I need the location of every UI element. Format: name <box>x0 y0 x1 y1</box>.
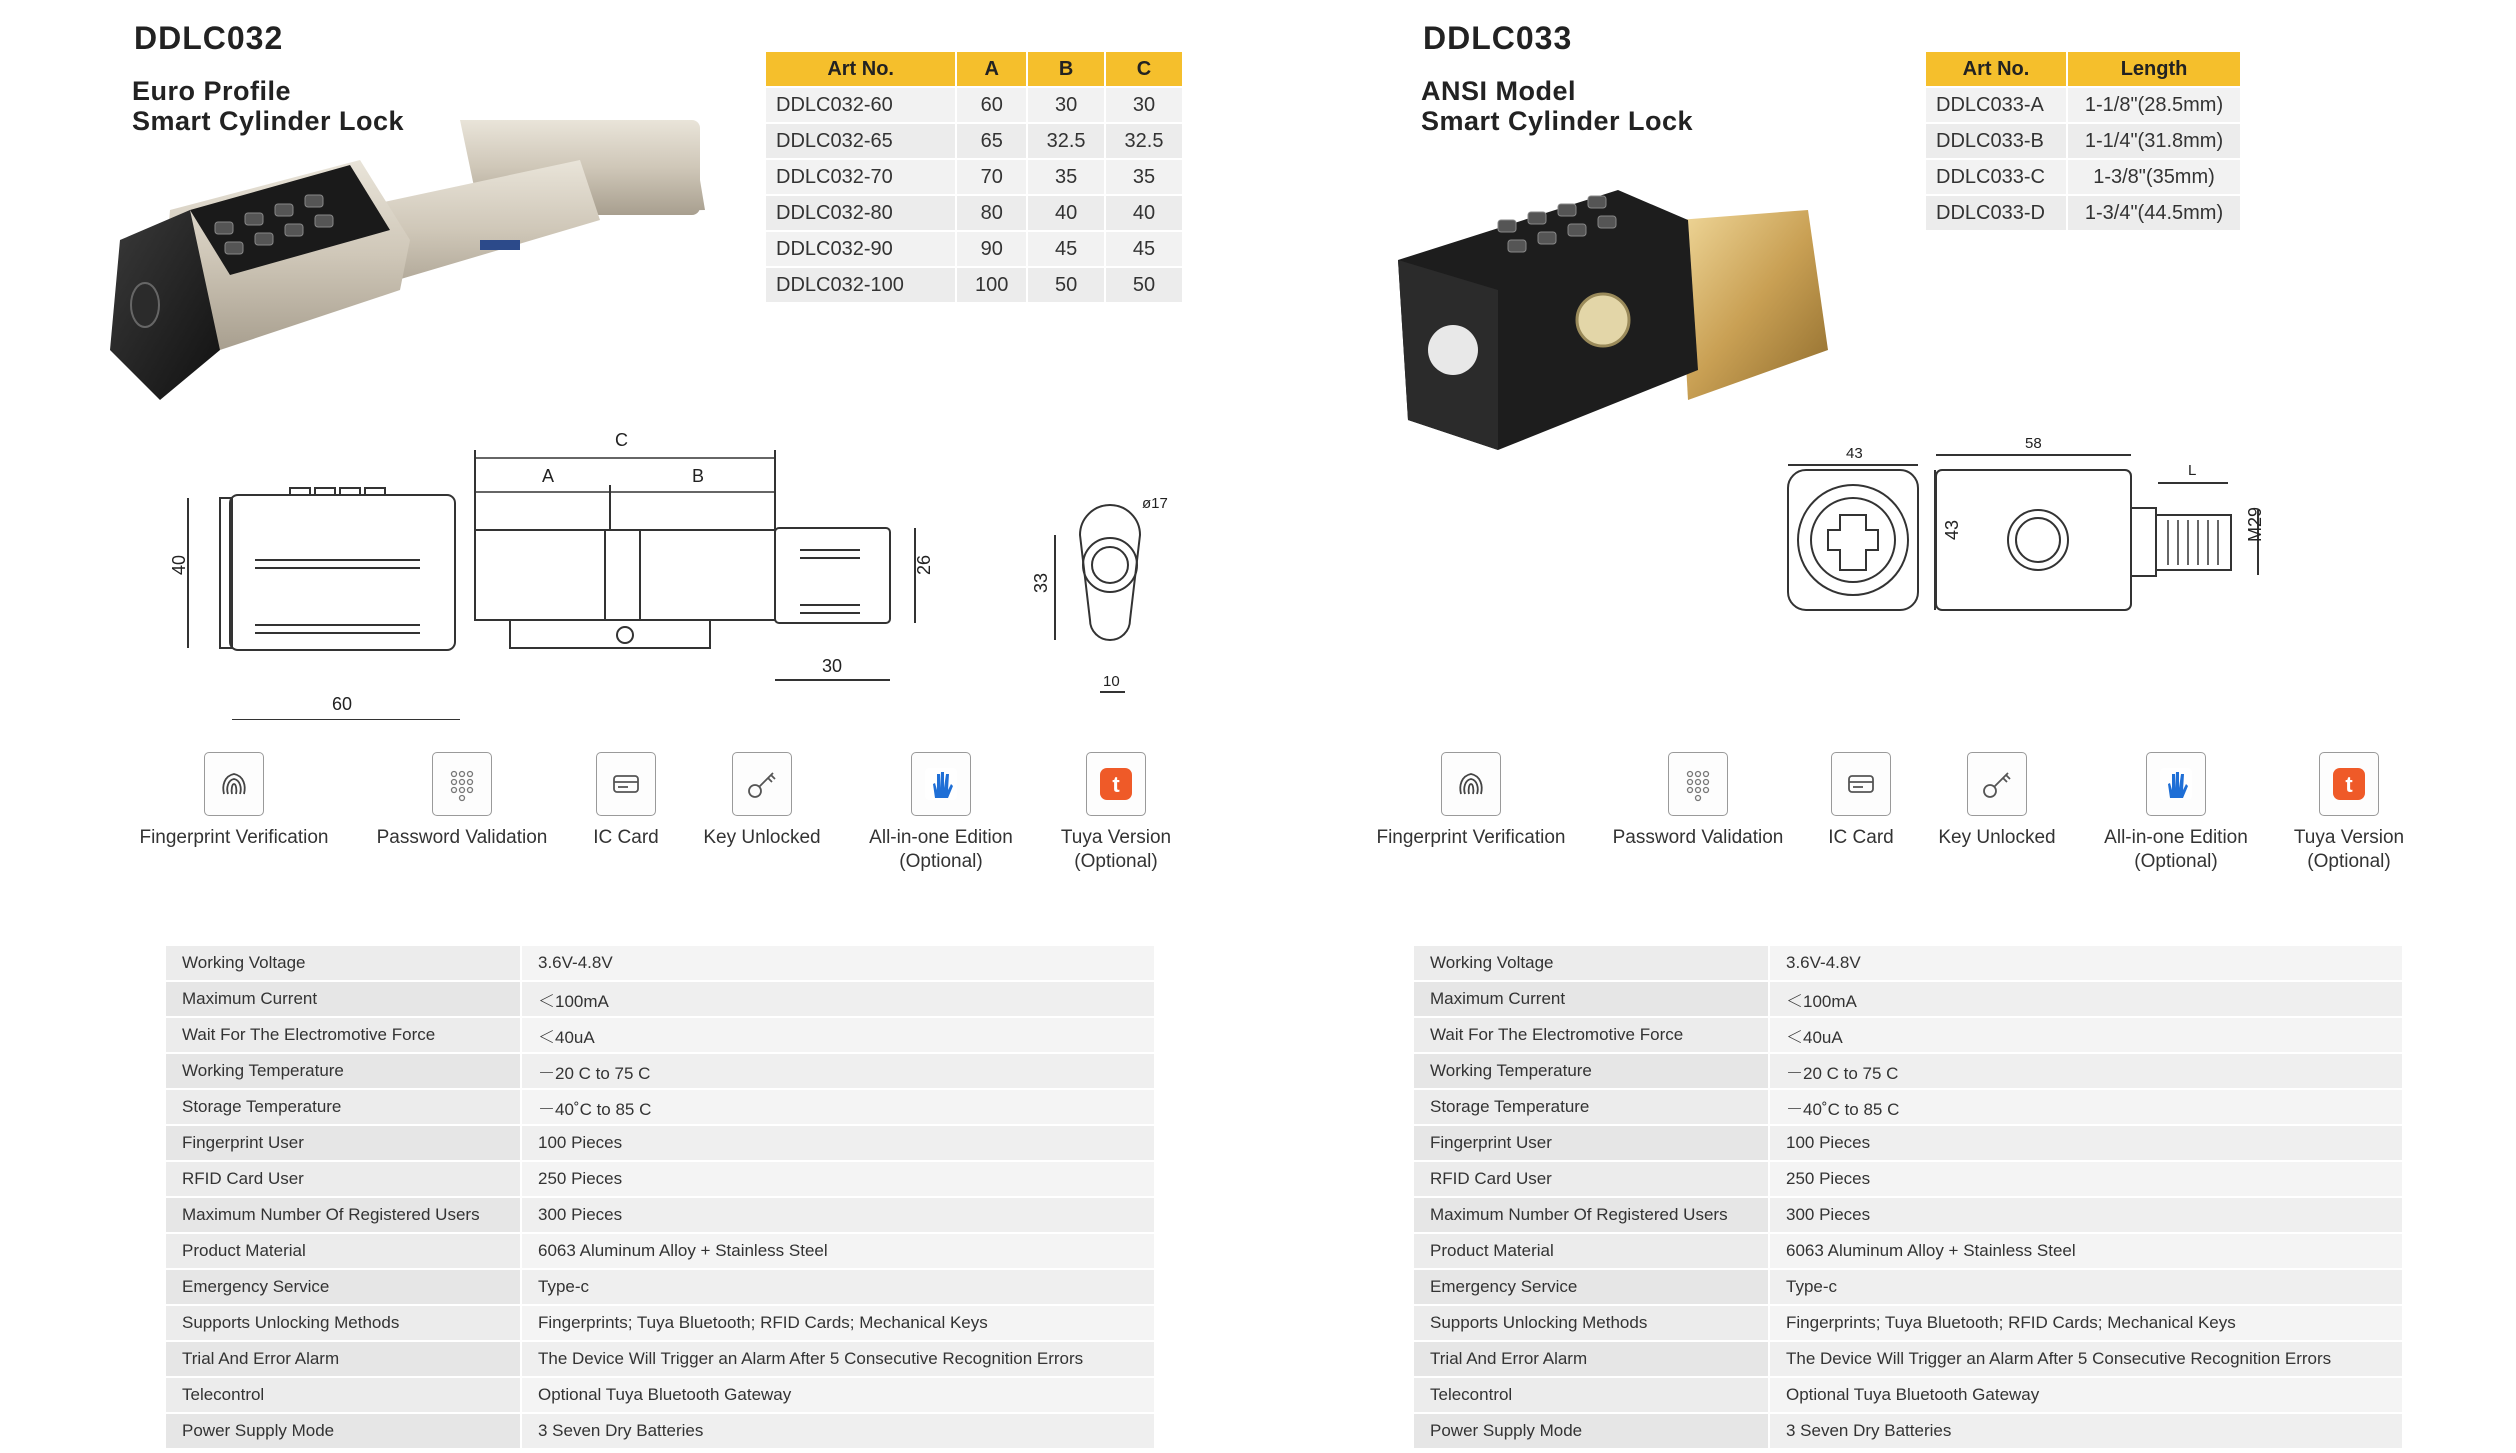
spec-label: Product Material <box>166 1233 521 1269</box>
spec-label: RFID Card User <box>1414 1161 1769 1197</box>
spec-label: Working Voltage <box>166 946 521 981</box>
spec-label: Supports Unlocking Methods <box>1414 1305 1769 1341</box>
art-table-row <box>1926 123 2241 159</box>
art-table-cell: DDLC032-80 <box>766 195 956 231</box>
spec-label: Maximum Number Of Registered Users <box>166 1197 521 1233</box>
dim-l: L <box>2188 462 2197 479</box>
spec-label: Storage Temperature <box>166 1089 521 1125</box>
spec-row <box>166 1341 1154 1377</box>
spec-label: Emergency Service <box>166 1269 521 1305</box>
feature-label: IC Card <box>593 827 659 848</box>
art-table-row <box>1926 159 2241 195</box>
spec-value: Fingerprints; Tuya Bluetooth; RFID Cards; Mechanical Keys <box>521 1305 1154 1341</box>
spec-row <box>166 1233 1154 1269</box>
art-table-row <box>766 267 1183 302</box>
spec-row <box>1414 1341 2402 1377</box>
spec-row <box>166 1089 1154 1125</box>
art-table-cell: 1-1/4"(31.8mm) <box>2067 123 2241 159</box>
spec-label: RFID Card User <box>166 1161 521 1197</box>
art-table-cell: 30 <box>1105 87 1183 123</box>
art-table-cell: 32.5 <box>1105 123 1183 159</box>
spec-row <box>166 1053 1154 1089</box>
ansi-lock-product-image <box>1388 170 1828 460</box>
feature-label: Password Validation <box>1612 827 1784 848</box>
dim-26: 26 <box>914 554 934 575</box>
fingerprint-icon <box>1441 752 1501 816</box>
art-table-header: Art No. <box>766 52 956 87</box>
art-table-cell: 90 <box>956 231 1027 267</box>
card-icon <box>1831 752 1891 816</box>
spec-label: Emergency Service <box>1414 1269 1769 1305</box>
tuya-icon <box>2319 752 2379 816</box>
spec-row <box>1414 1305 2402 1341</box>
key-icon <box>732 752 792 816</box>
spec-table <box>1414 946 2402 1450</box>
dim-b: B <box>692 466 705 486</box>
feature-label: Fingerprint Verification <box>139 827 329 848</box>
spec-label: Trial And Error Alarm <box>166 1341 521 1377</box>
feature-label: Key Unlocked <box>1938 827 2056 848</box>
art-table-cell: 50 <box>1027 267 1105 302</box>
spec-value: 100 Pieces <box>1769 1125 2402 1161</box>
feature-label: Fingerprint Verification <box>1376 827 1566 848</box>
art-table-cell: 32.5 <box>1027 123 1105 159</box>
product-code: DDLC032 <box>134 20 284 56</box>
dim-30: 30 <box>822 656 843 676</box>
svg-text:t: t <box>1112 772 1120 797</box>
spec-value: 300 Pieces <box>1769 1197 2402 1233</box>
spec-value: －20 C to 75 C <box>521 1053 1154 1089</box>
subtitle-line-2: Smart Cylinder Lock <box>132 106 405 136</box>
spec-row <box>1414 1413 2402 1449</box>
art-table-cell: 40 <box>1105 195 1183 231</box>
spec-value: ＜40uA <box>1769 1017 2402 1053</box>
spec-value: －20 C to 75 C <box>1769 1053 2402 1089</box>
feature-item <box>124 752 344 850</box>
spec-label: Fingerprint User <box>1414 1125 1769 1161</box>
spec-row <box>1414 1233 2402 1269</box>
art-table-cell: 30 <box>1027 87 1105 123</box>
product-code: DDLC033 <box>1423 20 1573 56</box>
spec-value: 3 Seven Dry Batteries <box>521 1413 1154 1449</box>
product-subtitle <box>1421 76 1693 136</box>
art-table-cell: 1-3/4"(44.5mm) <box>2067 195 2241 230</box>
spec-label: Fingerprint User <box>166 1125 521 1161</box>
spec-row <box>166 1017 1154 1053</box>
art-table-cell: 35 <box>1105 159 1183 195</box>
spec-row <box>1414 1161 2402 1197</box>
spec-value: 300 Pieces <box>521 1197 1154 1233</box>
feature-label: All-in-one Edition <box>869 827 1013 848</box>
spec-label: Wait For The Electromotive Force <box>166 1017 521 1053</box>
spec-value: 250 Pieces <box>1769 1161 2402 1197</box>
dim-43-height: 43 <box>1942 519 1962 540</box>
spec-table <box>166 946 1154 1450</box>
key-icon <box>1967 752 2027 816</box>
art-table-cell: 70 <box>956 159 1027 195</box>
art-table-cell: DDLC033-D <box>1926 195 2067 230</box>
spec-value: 250 Pieces <box>521 1161 1154 1197</box>
art-table-header: Length <box>2067 52 2241 87</box>
spec-value: －40˚C to 85 C <box>521 1089 1154 1125</box>
spec-value: ＜100mA <box>521 981 1154 1017</box>
art-table-cell: DDLC032-90 <box>766 231 956 267</box>
art-table-cell: 80 <box>956 195 1027 231</box>
art-table-row <box>1926 87 2241 123</box>
art-table-cell: 50 <box>1105 267 1183 302</box>
dim-40: 40 <box>169 554 189 575</box>
spec-value: 100 Pieces <box>521 1125 1154 1161</box>
spec-row <box>1414 1089 2402 1125</box>
spec-label: Maximum Current <box>1414 981 1769 1017</box>
art-table-cell: DDLC033-B <box>1926 123 2067 159</box>
spec-row <box>1414 1269 2402 1305</box>
spec-row <box>166 1305 1154 1341</box>
art-table-row <box>766 195 1183 231</box>
art-table-cell: 60 <box>956 87 1027 123</box>
spec-row <box>1414 1377 2402 1413</box>
spec-value: The Device Will Trigger an Alarm After 5 Consecutive Recognition Errors <box>1769 1341 2402 1377</box>
art-table-header: C <box>1105 52 1183 87</box>
hand-icon <box>2146 752 2206 816</box>
spec-row <box>166 1197 1154 1233</box>
spec-value: －40˚C to 85 C <box>1769 1089 2402 1125</box>
dim-d17: ø17 <box>1142 495 1168 512</box>
spec-label: Maximum Current <box>166 981 521 1017</box>
ansi-lock-dimension-drawing <box>1778 420 2478 660</box>
spec-value: 6063 Aluminum Alloy + Stainless Steel <box>521 1233 1154 1269</box>
spec-value: ＜100mA <box>1769 981 2402 1017</box>
dim-33: 33 <box>1031 572 1051 593</box>
art-table-row <box>766 159 1183 195</box>
art-table-cell: DDLC032-100 <box>766 267 956 302</box>
spec-row <box>1414 981 2402 1017</box>
dim-43-width: 43 <box>1846 445 1863 462</box>
feature-item <box>1361 752 1581 850</box>
art-table-header: Art No. <box>1926 52 2067 87</box>
spec-value: Type-c <box>521 1269 1154 1305</box>
feature-item <box>1006 752 1226 874</box>
art-number-table <box>766 52 1184 302</box>
art-table-row <box>766 231 1183 267</box>
spec-label: Wait For The Electromotive Force <box>1414 1017 1769 1053</box>
subtitle-line-1: Euro Profile <box>132 76 292 106</box>
dim-58: 58 <box>2025 435 2042 452</box>
spec-label: Telecontrol <box>166 1377 521 1413</box>
art-table-header: A <box>956 52 1027 87</box>
feature-label: Key Unlocked <box>703 827 821 848</box>
spec-label: Supports Unlocking Methods <box>166 1305 521 1341</box>
keypad-icon <box>432 752 492 816</box>
spec-value: Optional Tuya Bluetooth Gateway <box>1769 1377 2402 1413</box>
art-table-cell: DDLC033-A <box>1926 87 2067 123</box>
spec-label: Power Supply Mode <box>166 1413 521 1449</box>
spec-value: 3.6V-4.8V <box>1769 946 2402 981</box>
feature-label: Password Validation <box>376 827 548 848</box>
art-table-cell: DDLC033-C <box>1926 159 2067 195</box>
dim-60: 60 <box>332 694 353 714</box>
spec-value: 3.6V-4.8V <box>521 946 1154 981</box>
dim-10: 10 <box>1103 673 1120 690</box>
spec-value: The Device Will Trigger an Alarm After 5 Consecutive Recognition Errors <box>521 1341 1154 1377</box>
feature-label: IC Card <box>1828 827 1894 848</box>
svg-text:t: t <box>2345 772 2353 797</box>
spec-label: Storage Temperature <box>1414 1089 1769 1125</box>
spec-label: Working Temperature <box>166 1053 521 1089</box>
spec-label: Power Supply Mode <box>1414 1413 1769 1449</box>
spec-label: Working Voltage <box>1414 946 1769 981</box>
spec-label: Telecontrol <box>1414 1377 1769 1413</box>
spec-value: ＜40uA <box>521 1017 1154 1053</box>
spec-row <box>1414 1053 2402 1089</box>
art-table-row <box>766 87 1183 123</box>
spec-value: 6063 Aluminum Alloy + Stainless Steel <box>1769 1233 2402 1269</box>
dim-c: C <box>615 430 628 450</box>
spec-row <box>1414 1017 2402 1053</box>
euro-lock-product-image <box>100 100 720 410</box>
art-table-cell: DDLC032-65 <box>766 123 956 159</box>
feature-label: Tuya Version <box>2293 827 2405 848</box>
art-table-cell: 45 <box>1105 231 1183 267</box>
spec-value: Fingerprints; Tuya Bluetooth; RFID Cards; Mechanical Keys <box>1769 1305 2402 1341</box>
feature-sublabel: (Optional) <box>2307 851 2391 872</box>
feature-label: Tuya Version <box>1060 827 1172 848</box>
subtitle-line-1: ANSI Model <box>1421 76 1577 106</box>
spec-row <box>166 1161 1154 1197</box>
art-table-header: B <box>1027 52 1105 87</box>
right-panel <box>1258 0 2516 1453</box>
card-icon <box>596 752 656 816</box>
spec-value: 3 Seven Dry Batteries <box>1769 1413 2402 1449</box>
spec-row <box>166 1413 1154 1449</box>
feature-sublabel: (Optional) <box>899 851 983 872</box>
art-table-cell: 40 <box>1027 195 1105 231</box>
spec-label: Trial And Error Alarm <box>1414 1341 1769 1377</box>
spec-label: Maximum Number Of Registered Users <box>1414 1197 1769 1233</box>
spec-label: Product Material <box>1414 1233 1769 1269</box>
spec-row <box>166 1125 1154 1161</box>
tuya-icon <box>1086 752 1146 816</box>
keypad-icon <box>1668 752 1728 816</box>
dim-m29: M29 <box>2245 506 2265 542</box>
spec-row <box>166 1377 1154 1413</box>
hand-icon <box>911 752 971 816</box>
art-table-cell: 35 <box>1027 159 1105 195</box>
art-table-cell: DDLC032-60 <box>766 87 956 123</box>
spec-value: Optional Tuya Bluetooth Gateway <box>521 1377 1154 1413</box>
feature-sublabel: (Optional) <box>1074 851 1158 872</box>
spec-value: Type-c <box>1769 1269 2402 1305</box>
art-table-cell: 1-1/8"(28.5mm) <box>2067 87 2241 123</box>
euro-lock-dimension-drawing <box>160 410 1210 720</box>
art-table-cell: 45 <box>1027 231 1105 267</box>
art-table-row <box>766 123 1183 159</box>
dim-a: A <box>542 466 555 486</box>
spec-row <box>1414 1197 2402 1233</box>
art-table-cell: 65 <box>956 123 1027 159</box>
spec-row <box>166 946 1154 981</box>
spec-label: Working Temperature <box>1414 1053 1769 1089</box>
art-number-table <box>1926 52 2242 230</box>
feature-label: All-in-one Edition <box>2104 827 2248 848</box>
fingerprint-icon <box>204 752 264 816</box>
feature-sublabel: (Optional) <box>2134 851 2218 872</box>
spec-row <box>1414 1125 2402 1161</box>
spec-row <box>1414 946 2402 981</box>
art-table-cell: 100 <box>956 267 1027 302</box>
art-table-row <box>1926 195 2241 230</box>
art-table-cell: 1-3/8"(35mm) <box>2067 159 2241 195</box>
spec-row <box>166 1269 1154 1305</box>
subtitle-line-2: Smart Cylinder Lock <box>1421 106 1694 136</box>
feature-item <box>2239 752 2459 874</box>
spec-row <box>166 981 1154 1017</box>
art-table-cell: DDLC032-70 <box>766 159 956 195</box>
